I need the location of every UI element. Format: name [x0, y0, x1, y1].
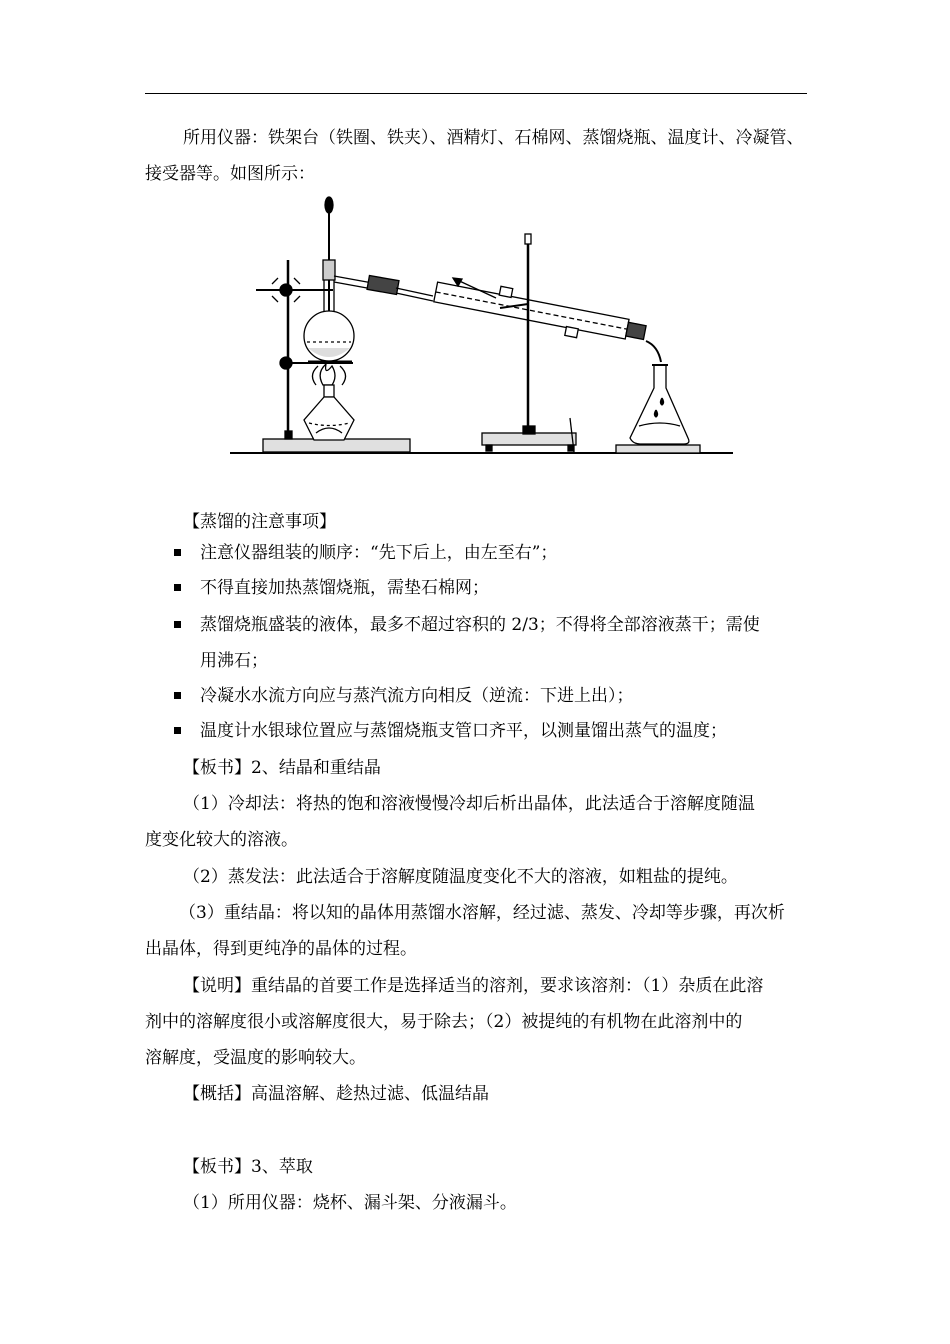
- cooling-method-line-1: （1）冷却法：将热的饱和溶液慢慢冷却后析出晶体，此法适合于溶解度随温: [183, 794, 755, 814]
- bullet-marker: [174, 727, 181, 734]
- intro-line-2: 接受器等。如图所示：: [145, 164, 315, 184]
- recrystallization-line-2: 出晶体，得到更纯净的晶体的过程。: [145, 939, 417, 959]
- precaution-item-4: 冷凝水水流方向应与蒸汽流方向相反（逆流：下进上出）；: [200, 686, 634, 706]
- extraction-heading: 【板书】3、萃取: [183, 1157, 313, 1177]
- note-line-1: 【说明】重结晶的首要工作是选择适当的溶剂，要求该溶剂：（1）杂质在此溶: [183, 976, 764, 996]
- header-rule: [145, 93, 807, 94]
- cooling-method-line-2: 度变化较大的溶液。: [145, 830, 298, 850]
- bullet-marker: [174, 621, 181, 628]
- distillation-apparatus-figure: [228, 190, 738, 460]
- recrystallization-line-1: （3）重结晶：将以知的晶体用蒸馏水溶解，经过滤、蒸发、冷却等步骤，再次析: [179, 903, 785, 923]
- bullet-marker: [174, 584, 181, 591]
- precaution-item-5: 温度计水银球位置应与蒸馏烧瓶支管口齐平，以测量馏出蒸气的温度；: [200, 721, 727, 741]
- precaution-item-2: 不得直接加热蒸馏烧瓶，需垫石棉网；: [200, 578, 489, 598]
- evaporation-method: （2）蒸发法：此法适合于溶解度随温度变化不大的溶液，如粗盐的提纯。: [183, 867, 738, 887]
- precaution-item-1: 注意仪器组装的顺序：“先下后上，由左至右”；: [200, 543, 558, 563]
- precaution-item-3-cont: 用沸石；: [200, 651, 268, 671]
- note-line-3: 溶解度，受温度的影响较大。: [145, 1048, 366, 1068]
- bullet-marker: [174, 692, 181, 699]
- precautions-heading: 【蒸馏的注意事项】: [183, 512, 336, 532]
- intro-line-1: 所用仪器：铁架台（铁圈、铁夹）、酒精灯、石棉网、蒸馏烧瓶、温度计、冷凝管、: [183, 128, 804, 148]
- extraction-instruments: （1）所用仪器：烧杯、漏斗架、分液漏斗。: [183, 1193, 517, 1213]
- summary-line: 【概括】高温溶解、趁热过滤、低温结晶: [183, 1084, 489, 1104]
- bullet-marker: [174, 549, 181, 556]
- precaution-item-3: 蒸馏烧瓶盛装的液体，最多不超过容积的 2/3；不得将全部溶液蒸干；需使: [200, 615, 760, 635]
- note-line-2: 剂中的溶解度很小或溶解度很大，易于除去；（2）被提纯的有机物在此溶剂中的: [145, 1012, 743, 1032]
- crystallization-heading: 【板书】2、结晶和重结晶: [183, 758, 381, 778]
